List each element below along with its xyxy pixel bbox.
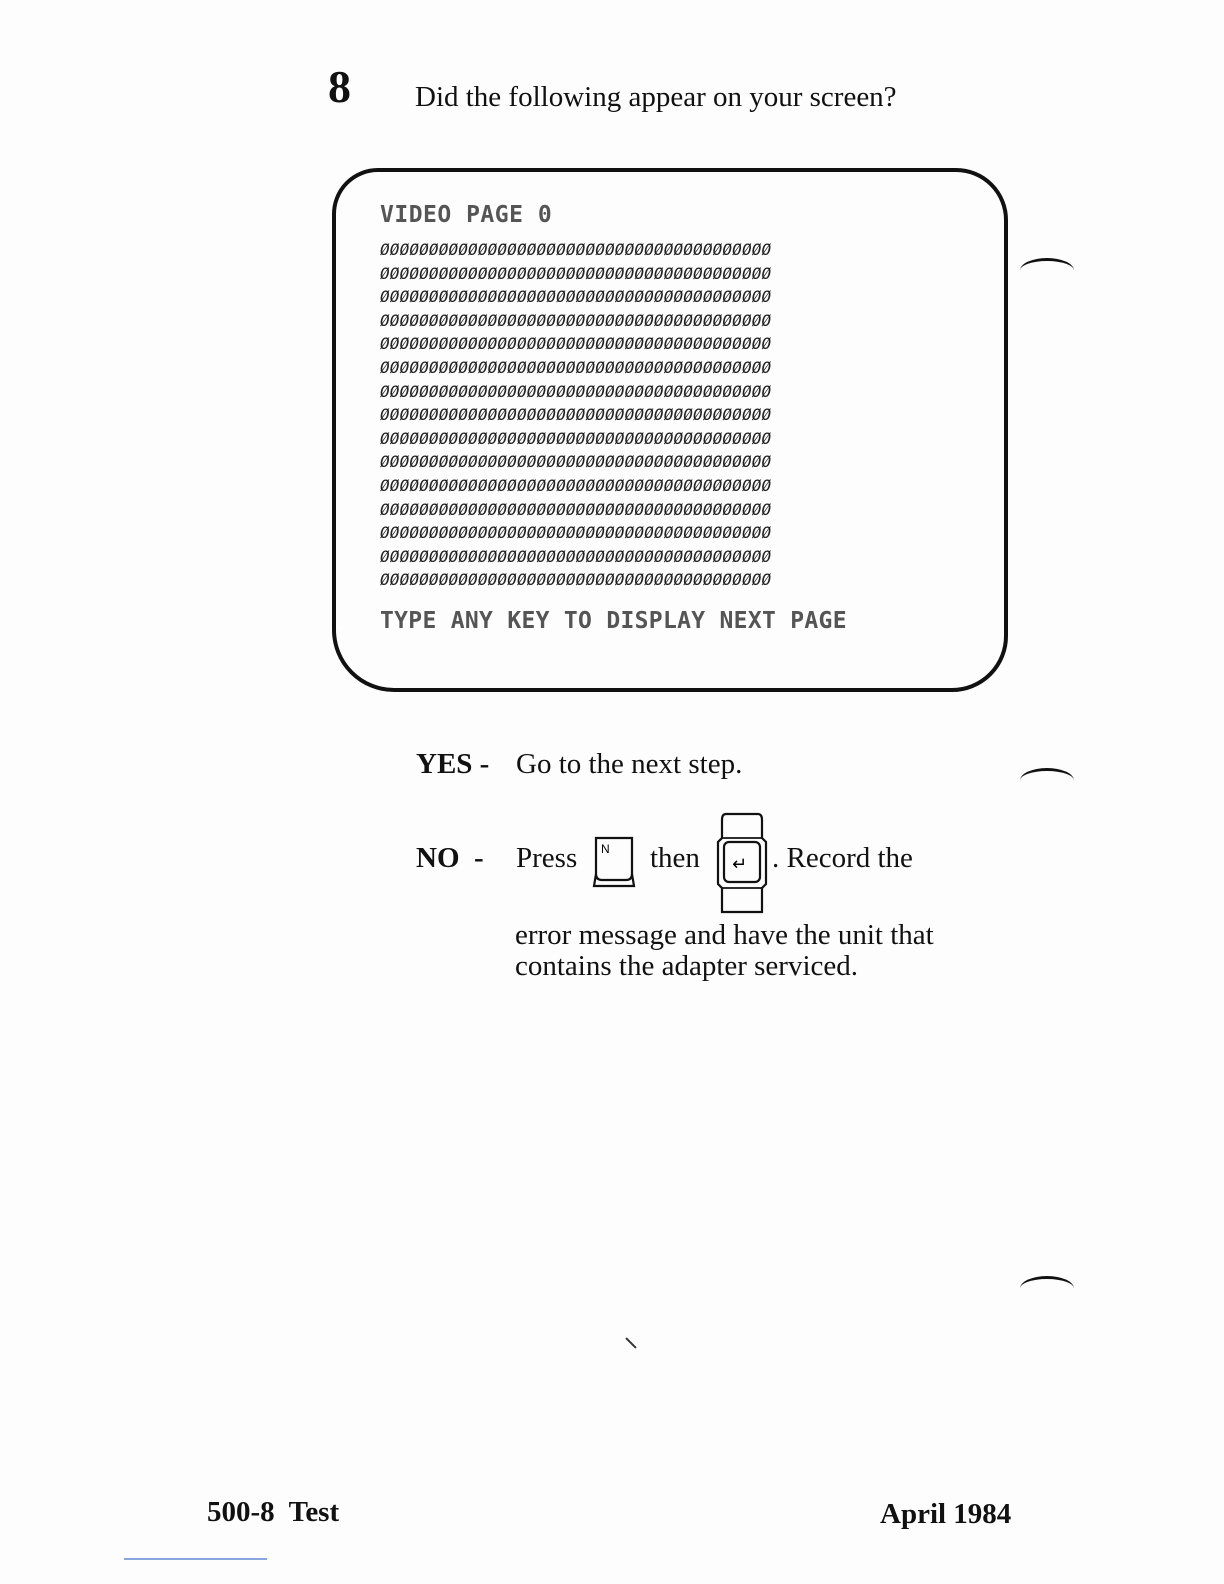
scan-speck [625,1337,636,1348]
no-then-text: then [650,842,700,874]
screen-glyph-row: ØØØØØØØØØØØØØØØØØØØØØØØØØØØØØØØØØØØØØØØØ [380,310,772,330]
screen-glyph-row: ØØØØØØØØØØØØØØØØØØØØØØØØØØØØØØØØØØØØØØØØ [380,499,772,519]
no-label: NO - [416,842,484,874]
screen-glyph-row: ØØØØØØØØØØØØØØØØØØØØØØØØØØØØØØØØØØØØØØØØ [380,452,772,472]
no-instruction-line-2: error message and have the unit that [515,919,934,951]
no-instruction-line-3: contains the adapter serviced. [515,950,859,982]
enter-key-icon [716,812,768,916]
binder-tab-mark [1020,258,1074,283]
no-instruction-continued [515,920,934,982]
screen-glyph-row: ØØØØØØØØØØØØØØØØØØØØØØØØØØØØØØØØØØØØØØØØ [380,475,772,495]
step-number: 8 [328,61,351,112]
screen-header: VIDEO PAGE 0 [380,202,553,228]
enter-key-label: ↵ [732,854,748,875]
step-question: Did the following appear on your screen? [415,81,897,113]
no-press-text: Press [516,842,578,874]
n-key-label: N [601,842,610,856]
screen-glyph-row: ØØØØØØØØØØØØØØØØØØØØØØØØØØØØØØØØØØØØØØØØ [380,428,772,448]
binder-tab-mark [1020,768,1074,793]
screen-glyph-row: ØØØØØØØØØØØØØØØØØØØØØØØØØØØØØØØØØØØØØØØØ [380,570,772,590]
screen-glyph-row: ØØØØØØØØØØØØØØØØØØØØØØØØØØØØØØØØØØØØØØØØ [380,334,772,354]
screen-glyph-row: ØØØØØØØØØØØØØØØØØØØØØØØØØØØØØØØØØØØØØØØØ [380,263,772,283]
yes-instruction: Go to the next step. [516,748,743,780]
screen-illustration [332,168,1008,692]
yes-label: YES - [416,748,490,780]
screen-footer: TYPE ANY KEY TO DISPLAY NEXT PAGE [380,608,847,634]
screen-glyph-row: ØØØØØØØØØØØØØØØØØØØØØØØØØØØØØØØØØØØØØØØØ [380,523,772,543]
screen-glyph-row: ØØØØØØØØØØØØØØØØØØØØØØØØØØØØØØØØØØØØØØØØ [380,381,772,401]
n-key-icon [592,834,636,888]
screen-glyph-row: ØØØØØØØØØØØØØØØØØØØØØØØØØØØØØØØØØØØØØØØØ [380,357,772,377]
screen-grid [380,238,952,592]
screen-glyph-row: ØØØØØØØØØØØØØØØØØØØØØØØØØØØØØØØØØØØØØØØØ [380,287,772,307]
screen-glyph-row: ØØØØØØØØØØØØØØØØØØØØØØØØØØØØØØØØØØØØØØØØ [380,546,772,566]
screen-glyph-row: ØØØØØØØØØØØØØØØØØØØØØØØØØØØØØØØØØØØØØØØØ [380,405,772,425]
scan-rule [124,1558,267,1560]
no-record-text: . Record the [772,842,913,874]
screen-glyph-row: ØØØØØØØØØØØØØØØØØØØØØØØØØØØØØØØØØØØØØØØØ [380,240,772,259]
footer-section-label: 500-8 Test [207,1496,340,1528]
footer-date: April 1984 [880,1498,1012,1530]
binder-tab-mark [1020,1276,1074,1301]
